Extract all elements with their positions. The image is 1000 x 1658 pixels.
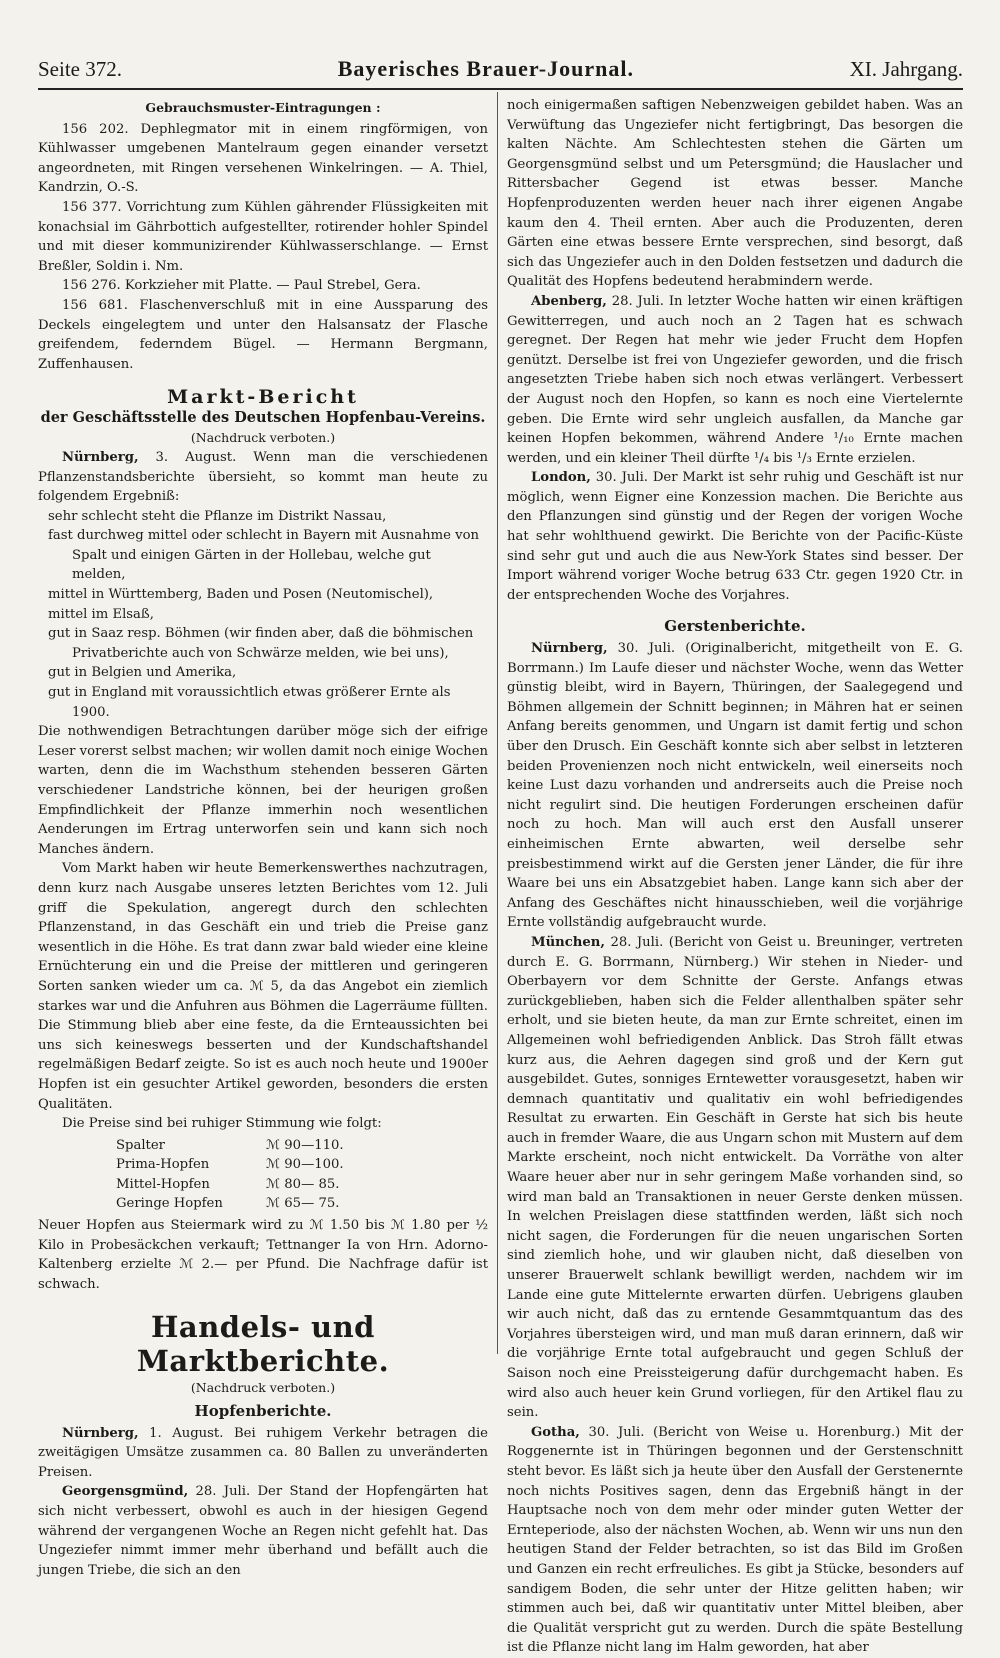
price-name: Prima-Hopfen [116,1157,210,1173]
price-value: ℳ 80— 85. [266,1176,340,1192]
place-name: München, [531,934,605,950]
report-entry [507,639,963,933]
place-name: Georgensgmünd, [62,1484,189,1500]
gersten-heading: Gerstenberichte. [664,617,806,636]
report-text: 28. Juli. (Bericht von Geist u. Breuninger, vertreten durch E. G. Borrmann, Nürnberg.) Wir stehen in Nieder- und Oberbayern vor dem Schnitte der Gerste. Anfangs etwas zurückgeblieben, haben sich die Felder allenthalben später sehr erholt, und sie bieten heute, da man zur Ernte schreitet, einen im Allgemeinen wohl befriedigenden Anblick. Das Stroh fällt etwas kurz aus, die Aehren dagegen sind groß und der Kern gut ausgebildet. Gutes, sonniges Erntewetter vorausgesetzt, haben wir demnach quantitativ und qualitativ ein wohl befriedigendes Resultat zu erwarten. Ein Geschäft in Gerste hat sich bis heute auch in fremder Waare, die aus Ungarn schon mit Mustern auf dem Markte erscheint, noch nicht entwickelt. Da Vorräthe von alter Waare heuer aber nur in sehr geringem Maße vorhanden sind, so wird man bald an Transaktionen in neuer Gerste denken müssen. In welchen Preislagen diese stattfinden werden, läßt sich noch nicht sagen, die Forderungen für die neuen ungarischen Sorten sind ziemlich hohe, und wir glauben nicht, daß dieselben von unserer Brauerwelt schlank bewilligt werden, nachdem wir im Lande eine gute Mittelernte erwarten dürfen. Uebrigens glauben wir auch nicht, daß das zu erntende Gesammtquantum das des Vorjahres übersteigen wird, und man muß daran erinnern, daß wir die vorjährige Ernte total aufgebraucht und gegen Schluß der Saison noch eine Preissteigerung dafür durchgemacht haben. Es wird also auch heuer kein Grund vorliegen, für den Artikel flau zu sein. [507,934,964,1421]
place-name: Nürnberg, [531,641,608,657]
page-header [38,56,963,86]
markt-bericht-subtitle: der Geschäftsstelle des Deutschen Hopfenbau-Vereins. [40,409,486,427]
patent-entry: 156 377. Vorrichtung zum Kühlen gährender Flüssigkeiten mit konachsial im Gährbottich aufgestellter, rotirender hohler Spindel und mit dieser kommunizirender Kühlwasserschlange. — Ernst Breßler, Soldin i. Nm. [38,199,488,274]
page-number: Seite 372. [38,57,122,81]
right-column [507,96,964,1656]
price-name: Spalter [116,1137,165,1153]
markt-bericht-title: Markt-Bericht [167,386,359,409]
report-entry [507,933,963,1423]
patent-entry: 156 276. Korkzieher mit Platte. — Paul Strebel, Gera. [62,278,421,294]
place-name: Abenberg, [531,293,607,309]
place-name: London, [531,470,591,486]
price-row [116,1194,386,1214]
journal-title: Bayerisches Brauer-Journal. [337,56,634,81]
price-table [116,1136,386,1214]
report-entry [507,1423,963,1658]
reprint-note: (Nachdruck verboten.) [190,1380,336,1396]
place-name: Gotha, [531,1424,580,1440]
report-text: 30. Juli. (Bericht von Weise u. Horenburg.) Mit der Roggenernte ist in Thüringen begonnen und der Gerstenschnitt steht bevor. Es läßt sich ja heute über den Ausfall der Gerstenernte noch nichts Positives sagen, denn das Ergebniß hängt in der Hauptsache noch von dem mehr oder minder guten Wetter der Ernteperiode, also der nächsten Wochen, ab. Wenn wir uns nun den heutigen Stand der Felder betrachten, so ist das Bild im Großen und Ganzen ein recht erfreuliches. Es gibt ja Stücke, besonders auf sandigem Boden, die sehr unter der Hitze gelitten haben; wir stimmen auch bei, daß wir quantitativ unter Mittel bleiben, aber die Qualität verspricht gut zu werden. Durch die späte Bestellung ist die Pflanze nicht lang im Halm geworden, hat aber [507,1424,963,1656]
condition-item: mittel im Elsaß, [48,606,154,622]
column-divider [497,92,498,1354]
price-row [116,1155,386,1175]
left-column [38,96,488,1578]
price-value: ℳ 65— 75. [266,1196,340,1212]
condition-item: fast durchweg mittel oder schlecht in Bayern mit Ausnahme von Spalt und einigen Gärten in der Hollebau, welche gut melden, [48,528,480,583]
report-text: 30. Juli. (Originalbericht, mitgetheilt von E. G. Borrmann.) Im Laufe dieser und nächster Woche, wenn das Wetter günstig bleibt, wird in Bayern, Thüringen, der Saalegegend und Böhmen allgemein der Schnitt beginnen; in Mähren hat er seinen Anfang bereits genommen, und Ungarn ist damit fertig und schon über den Drusch. Ein Geschäft konnte sich aber selbst in letzteren beiden Provenienzen noch nicht entwickeln, weil einerseits noch keine Lust dazu vorhanden und andrerseits auch die Preise noch nicht regulirt sind. Die heutigen Forderungen erscheinen dafür noch zu hoch. Man will auch erst den Ausfall unserer einheimischen Ernte abwarten, weil derselbe sehr preisbestimmend wirkt auf die Gersten jener Länder, die für ihre Waare bei uns ein Absatzgebiet haben. Lange kann sich aber der Anfang des Geschäftes nicht hinausschieben, weil die vorjährige Ernte vollständig aufgebraucht wurde. [507,641,963,931]
markt-intro-text: 3. August. Wenn man die verschiedenen Pflanzenstandsberichte übersieht, so kommt man heute zu folgendem Ergebniß: [38,449,488,505]
price-value: ℳ 90—110. [266,1137,344,1153]
markt-paragraph: Neuer Hopfen aus Steiermark wird zu ℳ 1.50 bis ℳ 1.80 per ½ Kilo in Probesäckchen verkauft; Tettnanger Ia von Hrn. Adorno-Kaltenberg erzielte ℳ 2.— per Pfund. Die Nachfrage dafür ist schwach. [38,1218,488,1292]
report-entry [38,1424,488,1483]
header-rule [38,88,963,90]
price-name: Geringe Hopfen [116,1196,223,1212]
condition-item: gut in Belgien und Amerika, [48,665,237,681]
price-value: ℳ 90—100. [266,1157,344,1173]
price-name: Mittel-Hopfen [116,1176,210,1192]
markt-paragraph: Die nothwendigen Betrachtungen darüber möge sich der eifrige Leser vorerst selbst machen; wir wollen damit noch einige Wochen warten, denn die im Wachsthum stehenden besseren Gärten verschiedener Landstriche können, bei der heurigen großen Empfindlichkeit der Pflanze immerhin noch wesentlichen Aenderungen im Ertrag unterworfen sein und kann sich noch Manches ändern. [38,724,488,857]
prices-intro: Die Preise sind bei ruhiger Stimmung wie folgt: [62,1116,382,1132]
report-text: 28. Juli. Der Stand der Hopfengärten hat sich nicht verbessert, obwohl es auch in der hiesigen Gegend während der vergangenen Woche an Regen nicht gefehlt hat. Das Ungeziefer nimmt immer mehr überhand und befällt auch die jungen Triebe, die sich an den [38,1484,488,1578]
report-text: 30. Juli. Der Markt ist sehr ruhig und Geschäft ist nur möglich, wenn Eigner eine Konzession machen. Die Berichte aus den Pflanzungen sind günstig und der Regen der vorigen Woche hat sehr wohlthuend gewirkt. Die Berichte von der Pacific-Küste sind sehr gut und auch die aus New-York States sind besser. Der Import während voriger Woche betrug 633 Ctr. gegen 1920 Ctr. in der entsprechenden Woche des Vorjahres. [507,470,964,603]
reprint-note: (Nachdruck verboten.) [190,430,336,446]
patent-entry: 156 681. Flaschenverschluß mit in eine Aussparung des Deckels eingelegtem und unter den Halsansatz der Flasche greifendem, federndem Bügel. — Hermann Bergmann, Zuffenhausen. [38,297,488,372]
condition-item: gut in Saaz resp. Böhmen (wir finden aber, daß die böhmischen Privatberichte auch von Schwärze melden, wie bei uns), [48,626,474,661]
continuation-paragraph: noch einigermaßen saftigen Nebenzweigen gebildet haben. Was an Verwüftung das Ungeziefer nicht fertigbringt, Das besorgen die kalten Nächte. Am Schlechtesten stehen die Gärten um Georgensgmünd selbst und um Petersgmünd; die Hauslacher und Rittersbacher Gegend ist etwas besser. Manche Hopfenproduzenten werden heuer nach ihrer eigenen Angabe kaum den 4. Theil ernten. Aber auch die Produzenten, deren Gärten eine etwas bessere Ernte versprechen, sind besorgt, daß sich das Ungeziefer auch in den Dolden festsetzen und dadurch die Qualität des Hopfens bedeutend herabmindern werde. [507,98,963,290]
condition-item: sehr schlecht steht die Pflanze im Distrikt Nassau, [48,508,387,524]
price-row [116,1175,386,1195]
report-text: 1. August. Bei ruhigem Verkehr betragen die zweitägigen Umsätze zusammen ca. 80 Ballen zu unveränderten Preisen. [38,1425,488,1480]
report-entry [507,468,963,605]
handels-title: Handels- und Marktberichte. [136,1310,390,1379]
condition-item: gut in England mit voraussichtlich etwas größerer Ernte als 1900. [48,685,451,720]
markt-intro [38,448,488,507]
hopfen-heading: Hopfenberichte. [194,1402,332,1421]
patent-entry: 156 202. Dephlegmator mit in einem ringförmigen, von Kühlwasser umgebenen Mantelraum gegen einander versetzt angeordneten, mit Ringen versehenen Winkelringen. — A. Thiel, Kandrzin, O.-S. [38,121,488,196]
report-entry [507,292,963,468]
markt-paragraph: Vom Markt haben wir heute Bemerkenswerthes nachzutragen, denn kurz nach Ausgabe unseres letzten Berichtes vom 12. Juli griff die Spekulation, angeregt durch den schlechten Pflanzenstand, in das Geschäft ein und trieb die Preise ganz wesentlich in die Höhe. Es trat dann zwar bald wieder eine kleine Ernüchterung ein und die Preise der mittleren und geringeren Sorten sanken wieder um ca. ℳ 5, da das Angebot ein ziemlich starkes war und die Anfuhren aus Böhmen die Lagerräume füllten. Die Stimmung blieb aber eine feste, da die Ernteaussichten bei uns sich keineswegs besserten und der Kundschaftshandel regelmäßigen Bedarf zeigte. So ist es auch noch heute und 1900er Hopfen ist ein gesuchter Artikel geworden, besonders die ersten Qualitäten. [38,861,488,1112]
price-row [116,1136,386,1156]
patents-heading: Gebrauchsmuster-Eintragungen : [145,100,381,115]
report-text: 28. Juli. In letzter Woche hatten wir einen kräftigen Gewitterregen, und auch noch an 2 Tagen hat es schwach geregnet. Der Regen hat mehr wie jeder Frucht dem Hopfen genützt. Derselbe ist frei von Ungeziefer geworden, und die frisch angesetzten Triebe haben sich noch etwas verlängert. Verbessert der August noch den Hopfen, so kann es noch eine Viertelernte geben. Die Ernte wird sehr ungleich ausfallen, da Manche gar keinen Hopfen bekommen, während Andere ¹/₁₀ Ernte machen werden, und ein kleiner Theil dürfte ¹/₄ bis ¹/₃ Ernte erzielen. [507,293,963,466]
place-name: Nürnberg, [62,449,139,465]
place-name: Nürnberg, [62,1425,139,1441]
volume-year: XI. Jahrgang. [849,57,963,81]
report-entry [38,1482,488,1580]
condition-item: mittel in Württemberg, Baden und Posen (Neutomischel), [48,587,434,603]
